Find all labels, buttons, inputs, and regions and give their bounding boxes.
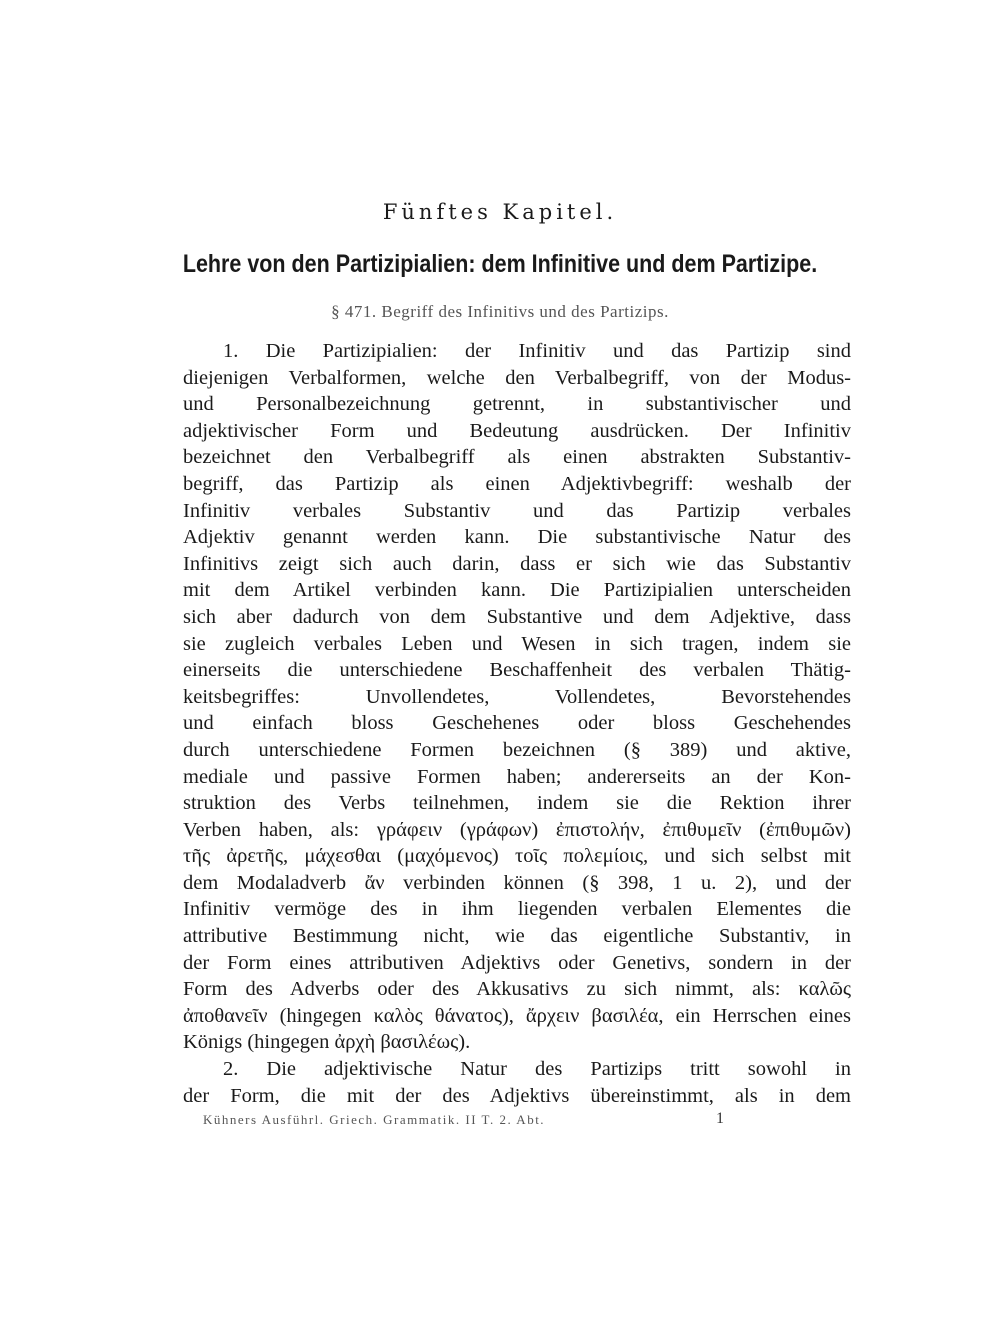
text-line: struktion des Verbs teilnehmen, indem sie die Rektion ihrer [183, 792, 851, 815]
text-line: Form des Adverbs oder des Akkusativs zu sich nimmt, als: καλῶς [183, 978, 851, 1001]
text-line: der Form eines attributiven Adjektivs oder Genetivs, sondern in der [183, 951, 851, 974]
text-line: durch unterschiedene Formen bezeichnen (§ 389) und aktive, [183, 738, 851, 761]
text-line: adjektivischer Form und Bedeutung ausdrücken. Der Infinitiv [183, 419, 851, 442]
text-line: sie zugleich verbales Leben und Wesen in sich tragen, indem sie [183, 632, 851, 655]
text-line: 2. Die adjektivische Natur des Partizips tritt sowohl in [223, 1058, 851, 1081]
text-line: einerseits die unterschiedene Beschaffenheit des verbalen Thätig- [183, 659, 851, 682]
text-line: diejenigen Verbalformen, welche den Verbalbegriff, von der Modus- [183, 366, 851, 389]
text-line: dem Modaladverb ἄν verbinden können (§ 398, 1 u. 2), und der [183, 871, 851, 894]
text-line: Infinitiv verbales Substantiv und das Partizip verbales [183, 499, 851, 522]
text-line: τῆς ἀρετῆς, μάχεσθαι (μαχόμενος) τοῖς πολεμίοις, und sich selbst mit [183, 845, 851, 868]
section-heading: § 471. Begriff des Infinitivs und des Partizips. [331, 302, 669, 321]
text-line: der Form, die mit der des Adjektivs übereinstimmt, als in dem [183, 1084, 851, 1107]
text-line: Infinitivs zeigt sich auch darin, dass er sich wie das Substantiv [183, 552, 851, 575]
page-number: 1 [716, 1110, 724, 1127]
text-line: mit dem Artikel verbinden kann. Die Partizipialien unterscheiden [183, 579, 851, 602]
text-line: Verben haben, als: γράφειν (γράφων) ἐπιστολήν, ἐπιθυμεῖν (ἐπιθυμῶν) [183, 818, 851, 841]
text-line: keitsbegriffes: Unvollendetes, Vollendetes, Bevorstehendes [183, 685, 851, 708]
text-line: 1. Die Partizipialien: der Infinitiv und das Partizip sind [223, 340, 851, 362]
footer-signature: Kühners Ausführl. Griech. Grammatik. II T. 2. Abt. [203, 1112, 546, 1127]
text-line: Infinitiv vermöge des in ihm liegenden verbalen Elementes die [183, 898, 851, 921]
text-line: bezeichnet den Verbalbegriff als einen abstrakten Substantiv- [183, 446, 851, 469]
text-line: Königs (hingegen ἀρχὴ βασιλέως). [183, 1031, 471, 1054]
body-text [183, 338, 851, 1109]
chapter-title: Lehre von den Partizipialien: dem Infinitive und dem Partizipe. [182, 250, 818, 278]
text-line: und einfach bloss Geschehenes oder bloss Geschehendes [183, 712, 851, 735]
text-line: attributive Bestimmung nicht, wie das eigentliche Substantiv, in [183, 925, 851, 948]
text-line: Adjektiv genannt werden kann. Die substantivische Natur des [183, 526, 851, 549]
text-line: ἀποθανεῖν (hingegen καλὸς θάνατος), ἄρχειν βασιλέα, ein Herrschen eines [183, 1004, 851, 1027]
text-line: sich aber dadurch von dem Substantive und dem Adjektive, dass [183, 605, 851, 628]
chapter-heading: Fünftes Kapitel. [382, 200, 618, 224]
text-line: mediale und passive Formen haben; andererseits an der Kon- [183, 765, 851, 788]
text-line: und Personalbezeichnung getrennt, in substantivischer und [183, 393, 851, 416]
text-line: begriff, das Partizip als einen Adjektivbegriff: weshalb der [183, 472, 851, 495]
